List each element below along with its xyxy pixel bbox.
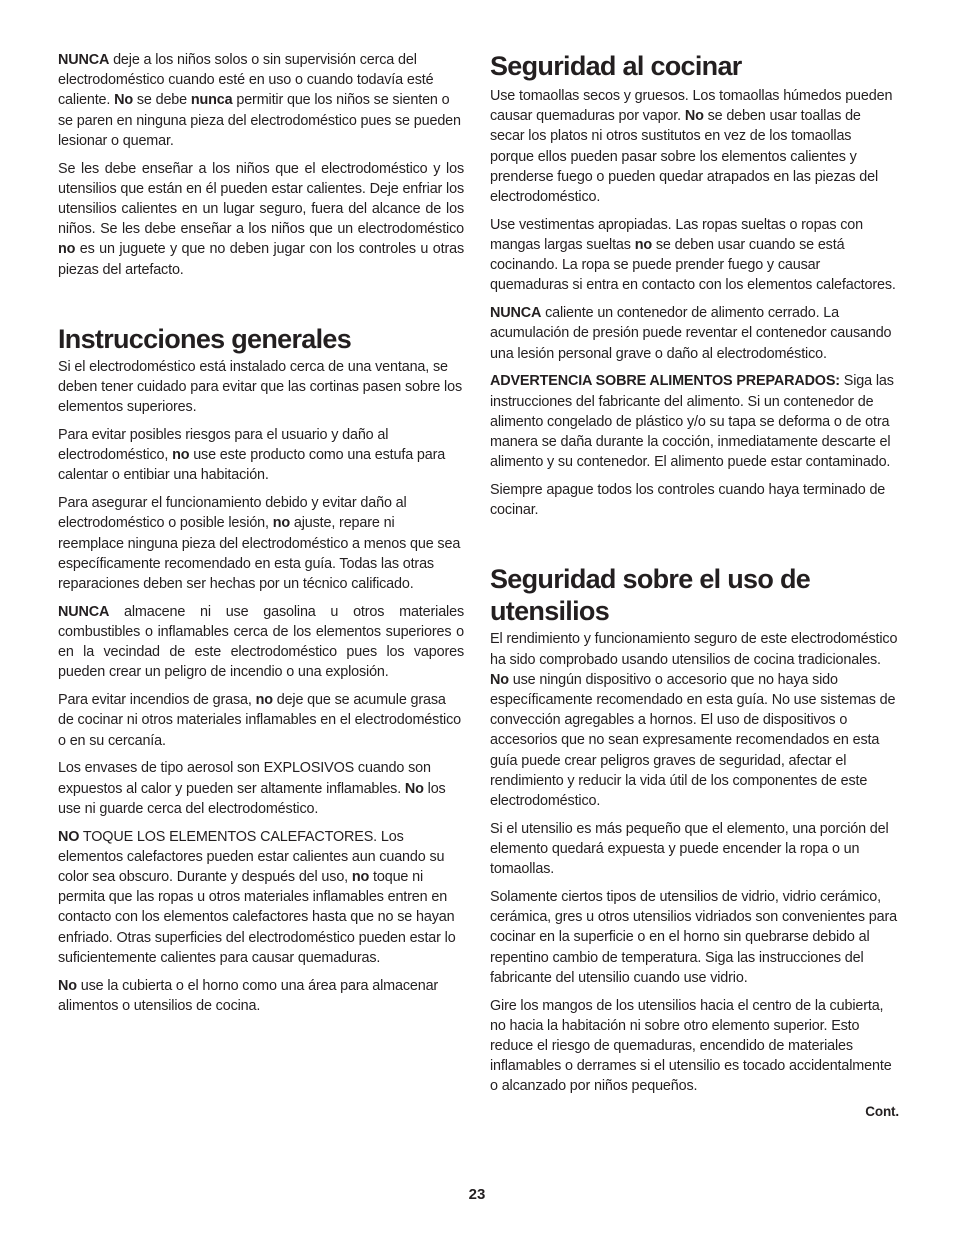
page-number: 23 (468, 1186, 486, 1203)
paragraph-text: Si el utensilio es más pequeño que el elemento, una porción del elemento quedará expuesta y puede encender la ropa o un tomaollas. (490, 820, 889, 878)
paragraph-text: TOQUE LOS ELEMENTOS CALEFACTORES. Los elementos calefactores pueden estar calientes aun cuando su color sea obscuro. Durante y después del uso, (58, 828, 445, 886)
emphasis-text: no (272, 515, 291, 532)
paragraph (58, 50, 464, 151)
emphasis-text: no (351, 869, 370, 886)
paragraph-text: Siempre apague todos los controles cuando haya terminado de cocinar. (490, 482, 886, 519)
paragraph-text: es un juguete y que no deben jugar con los controles u otras piezas del artefacto. (58, 241, 464, 278)
paragraph-text: Para asegurar el funcionamiento debido y evitar daño al electrodoméstico o posible lesión, (58, 495, 407, 532)
paragraph-text: Se les debe enseñar a los niños que el electrodoméstico y los utensilios que están en él pueden estar calientes. Deje enfriar los utensilios calientes en un lugar seguro, fuera del alcance de los niños. Se les debe enseñar a los niños que un electrodoméstico (58, 160, 464, 238)
paragraph-text: ajuste, repare ni reemplace ninguna pieza del electrodoméstico a menos que sea específicamente recomendado en esta guía. Todas las otras reparaciones deben ser hechas por un técnico calificado. (58, 515, 461, 593)
paragraph-text: Gire los mangos de los utensilios hacia el centro de la cubierta, no hacia la habitación ni sobre otro elemento superior. Esto reduce el riesgo de quemaduras, encendido de materiales inflamables o derrames si el utensilio es tocado accidentalmente o alcanzado por niños pequeños. (490, 997, 892, 1095)
cookware-safety-heading: Seguridad sobre el uso de utensilios (490, 564, 811, 627)
emphasis-text: no (172, 447, 190, 464)
paragraph-text: use este producto como una estufa para calentar o entibiar una habitación. (58, 447, 446, 484)
paragraph (490, 371, 899, 472)
left-column (58, 50, 464, 1024)
paragraph-text: deje a los niños solos o sin supervisión cerca del electrodoméstico cuando esté en uso o cuando todavía esté caliente. (58, 52, 434, 109)
paragraph-text: se deben usar toallas de secar los platos ni otros sustitutos en vez de los tomaollas porque ellos pueden pasar sobre los elementos calientes y prenderse fuego o pueden quedar atrapados en las piezas del electrodoméstico. (490, 108, 878, 206)
paragraph-text: los use ni guarde cerca del electrodoméstico. (58, 780, 446, 817)
paragraph (58, 159, 464, 280)
right-column (490, 50, 899, 1122)
paragraph-text: toque ni permita que las ropas u otros materiales inflamables entren en contacto con los elementos calefactores hasta que no se hayan enfriado. Otras superficies del electrodoméstico pueden estar lo suficientemente calientes para causar quemaduras. (58, 869, 456, 966)
paragraph (58, 493, 464, 594)
continued-label: Cont. (865, 1104, 899, 1120)
paragraph-text: permitir que los niños se sienten o se paren en ninguna pieza del electrodoméstico pues se pueden lesionar o quemar. (58, 92, 461, 149)
paragraph (490, 996, 899, 1097)
emphasis-text: no (634, 237, 652, 254)
paragraph-text: caliente un contenedor de alimento cerrado. La acumulación de presión puede reventar el contenedor causando una lesión personal grave o daño al electrodoméstico. (490, 305, 892, 362)
paragraph (490, 629, 899, 811)
emphasis-text: NUNCA (58, 603, 110, 620)
paragraph (58, 976, 464, 1016)
cooking-safety-section (490, 86, 899, 520)
paragraph (490, 819, 899, 880)
emphasis-text: no (255, 692, 273, 709)
paragraph-text: El rendimiento y funcionamiento seguro de este electrodoméstico ha sido comprobado usando utensilios de cocina tradicionales. (490, 631, 898, 668)
emphasis-text: No (114, 92, 133, 109)
paragraph (58, 827, 464, 968)
paragraph (58, 758, 464, 819)
paragraph (490, 303, 899, 364)
cookware-safety-section (490, 629, 899, 1096)
emphasis-text: NUNCA (490, 305, 542, 322)
paragraph-text: Use tomaollas secos y gruesos. Los tomaollas húmedos pueden causar quemaduras por vapor. (490, 88, 893, 125)
children-safety-section (58, 50, 464, 280)
paragraph-text: deje que se acumule grasa de cocinar ni otros materiales inflamables en el electrodoméstico o en su cercanía. (58, 692, 461, 749)
general-instructions-heading: Instrucciones generales (58, 323, 352, 354)
emphasis-text: NUNCA (58, 52, 110, 68)
emphasis-text: no (58, 241, 76, 258)
paragraph-text: se debe (133, 92, 191, 109)
emphasis-text: No (684, 108, 704, 125)
paragraph (58, 602, 464, 683)
emphasis-text: NO (58, 828, 80, 845)
paragraph (490, 215, 899, 296)
paragraph (58, 357, 464, 418)
paragraph-text: Los envases de tipo aerosol son EXPLOSIVOS cuando son expuestos al calor y pueden ser altamente inflamables. (58, 760, 431, 797)
emphasis-text: nunca (190, 92, 233, 109)
emphasis-text: ADVERTENCIA SOBRE ALIMENTOS PREPARADOS: (490, 373, 840, 390)
paragraph-text: Use vestimentas apropiadas. Las ropas sueltas o ropas con mangas largas sueltas (490, 216, 864, 254)
paragraph-text: Solamente ciertos tipos de utensilios de vidrio, vidrio cerámico, cerámica, gres u otros utensilios vidriados son convenientes para cocinar en la superficie o en el horno sin quebrarse debido al repentino cambio de temperatura. Siga las instrucciones del fabricante del utensilio cuando use vidrio. (490, 889, 897, 986)
emphasis-text: No (490, 671, 509, 688)
paragraph (58, 425, 464, 486)
paragraph-text: se deben usar cuando se está cocinando. La ropa se puede prender fuego y causar quemaduras si entra en contacto con los elementos calefactores. (490, 237, 896, 294)
paragraph-text: Si el electrodoméstico está instalado cerca de una ventana, se deben tener cuidado para evitar que las cortinas pasen sobre los elementos superiores. (58, 358, 462, 416)
paragraph (490, 887, 899, 988)
emphasis-text: No (58, 977, 77, 994)
paragraph-text: Para evitar posibles riesgos para el usuario y daño al electrodoméstico, (58, 427, 389, 464)
cooking-safety-heading: Seguridad al cocinar (490, 51, 742, 81)
paragraph (490, 86, 899, 207)
paragraph-text: Para evitar incendios de grasa, (58, 692, 256, 709)
paragraph (490, 480, 899, 520)
paragraph (58, 690, 464, 751)
general-instructions-section (58, 357, 464, 1016)
paragraph-text: use ningún dispositivo o accesorio que no haya sido específicamente recomendado en esta guía. No use sistemas de convección agregables a hornos. El uso de dispositivos o accesorios que no sean expresamente recomendados en esta guía puede crear peligros graves de seguridad, afectar el rendimiento y reducir la vida útil de los componentes de este electrodoméstico. (490, 671, 896, 810)
paragraph-text: use la cubierta o el horno como una área para almacenar alimentos o utensilios de cocina. (58, 977, 439, 1014)
emphasis-text: No (404, 780, 424, 797)
paragraph-text: almacene ni use gasolina u otros materiales combustibles o inflamables cerca de los elementos superiores o en la vecindad de este electrodoméstico pues los vapores pueden crear un peligro de incendio o una explosión. (58, 603, 464, 681)
paragraph-text: Siga las instrucciones del fabricante del alimento. Si un contenedor de alimento congelado de plástico y/o su tapa se deforma o de otra manera se daña durante la cocción, inmediatamente descarte el alimento y su contenedor. El alimento puede estar contaminado. (490, 373, 894, 471)
